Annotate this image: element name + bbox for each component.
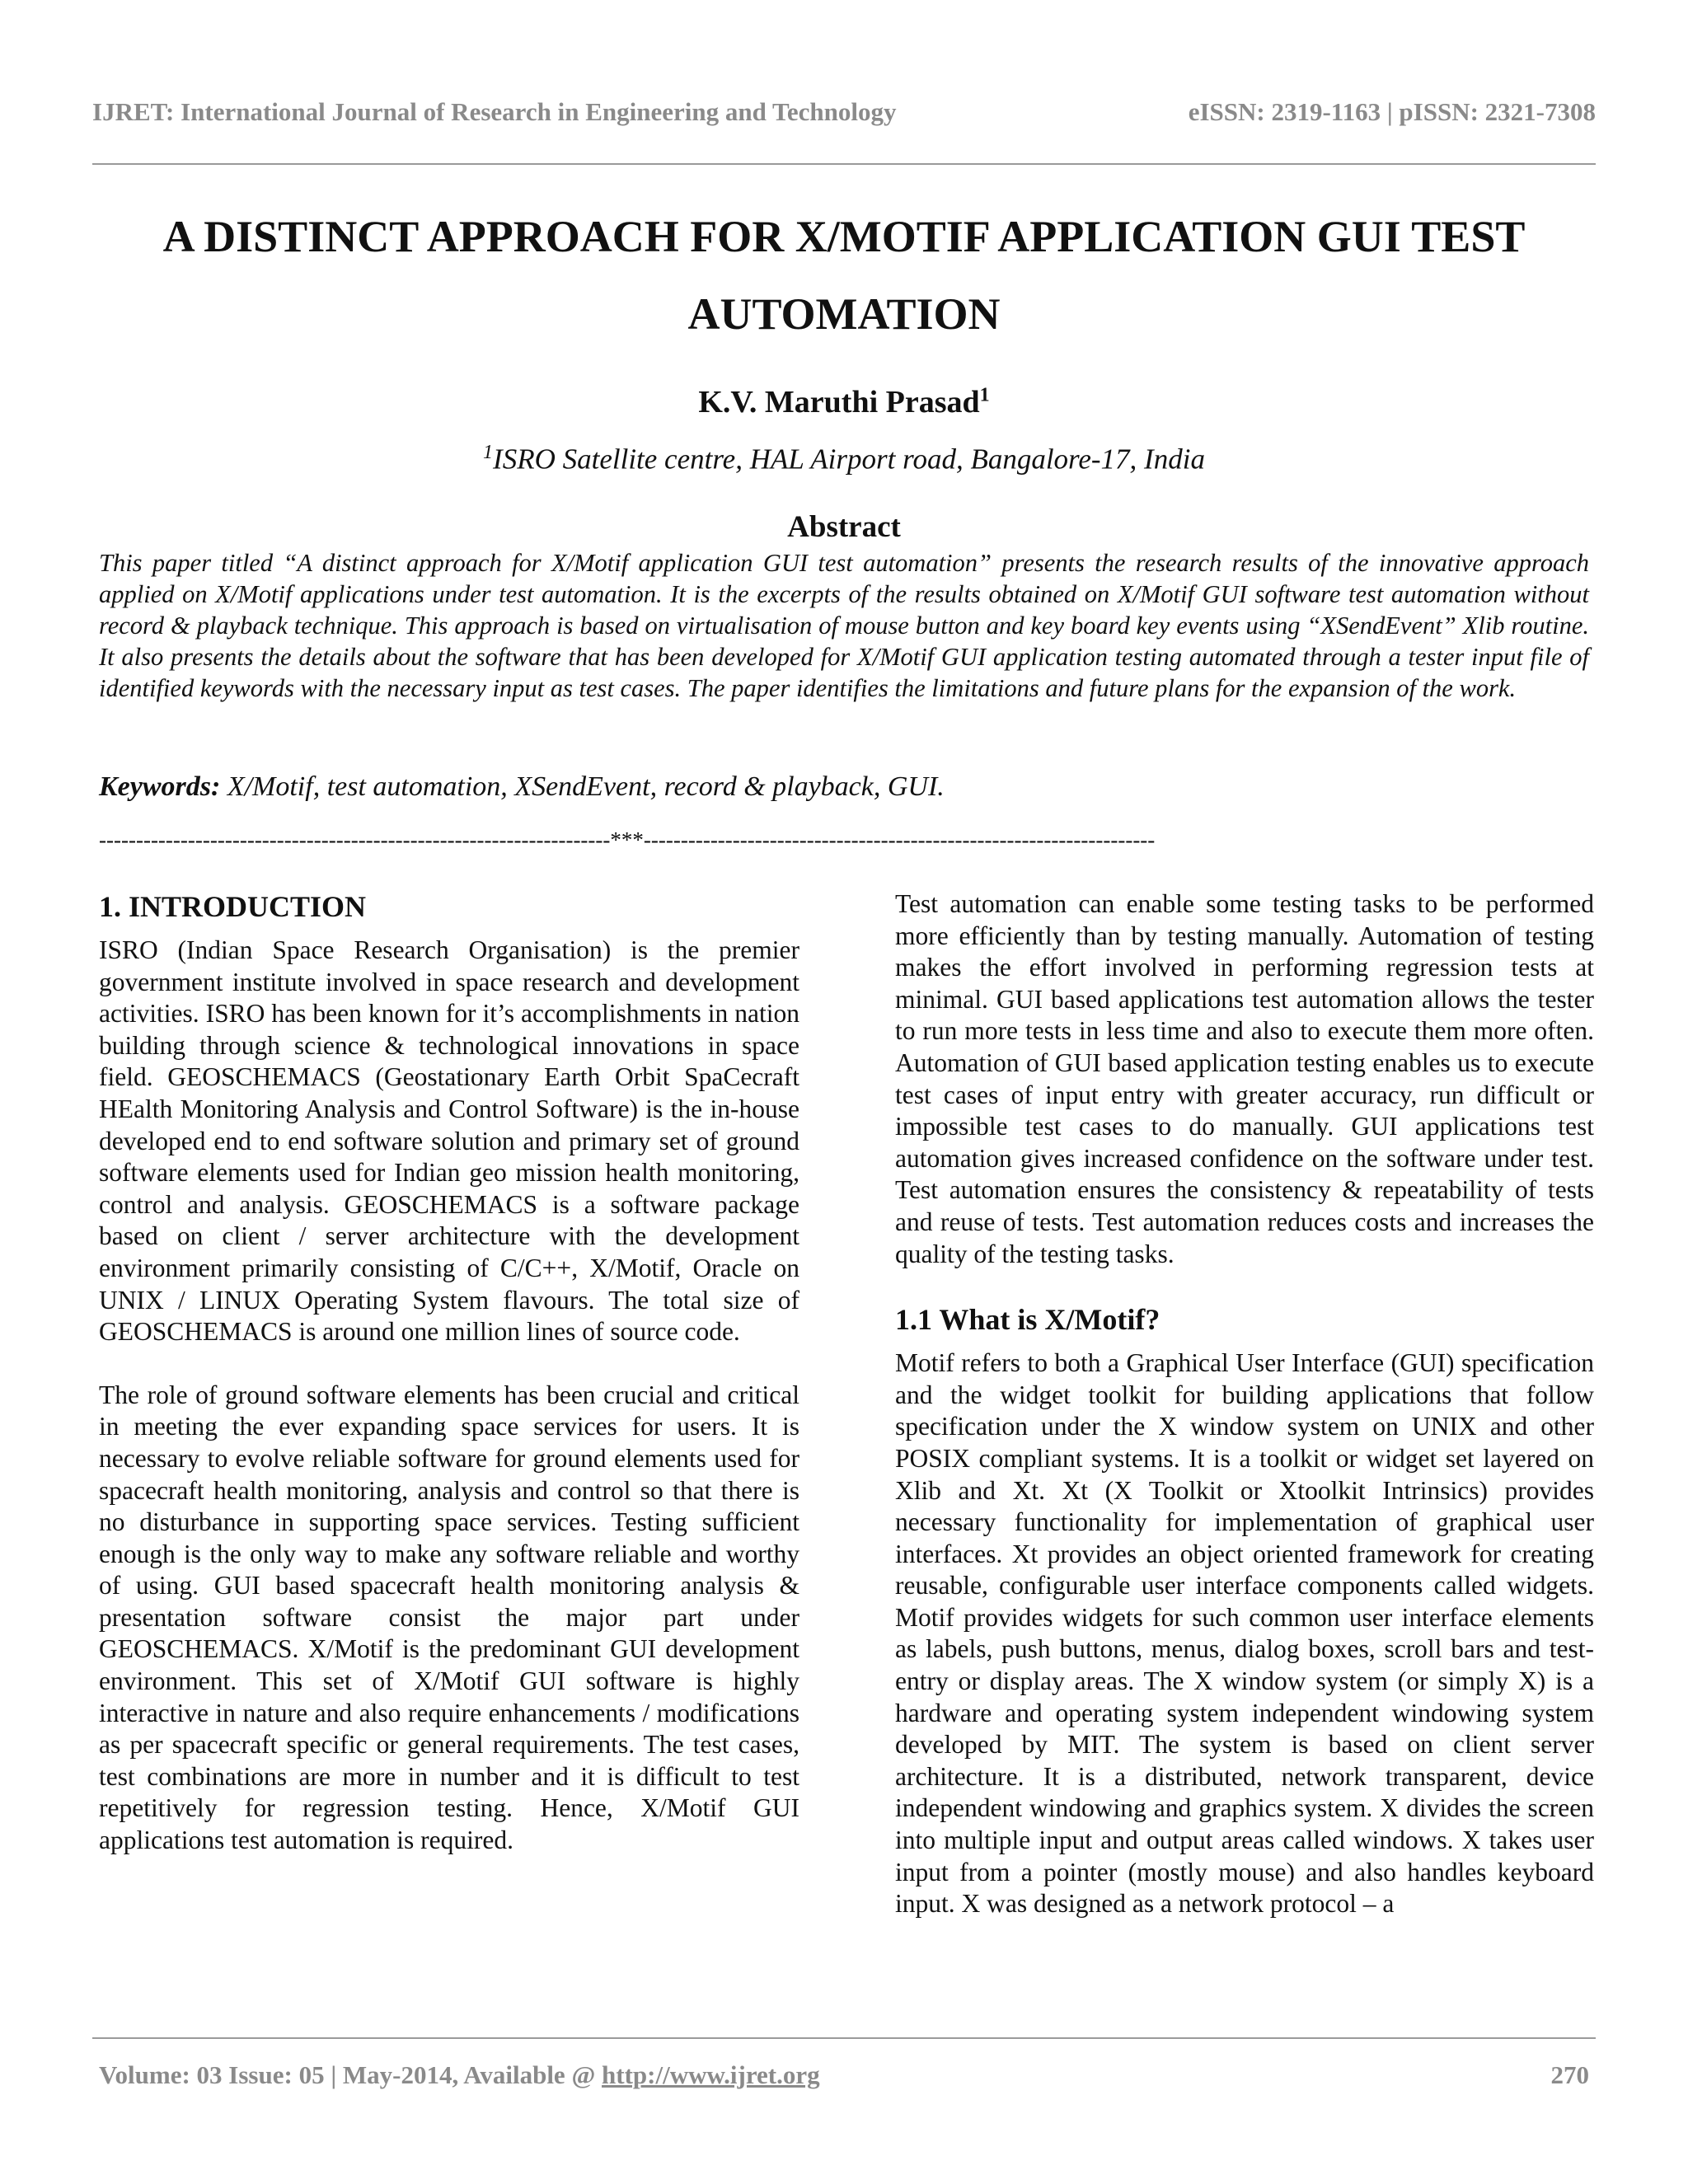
affiliation-text: ISRO Satellite centre, HAL Airport road, Bangalore-17, India [493, 443, 1205, 476]
journal-website-link[interactable]: http://www.ijret.org [602, 2060, 820, 2089]
keywords-text: X/Motif, test automation, XSendEvent, record & playback, GUI. [220, 771, 945, 802]
introduction-paragraph-1: ISRO (Indian Space Research Organisation) is the premier government institute involved in space research and development activities. ISRO has been known for it’s accomplishments in nation building through science & technological innovations in space field. GEOSCHEMACS (Geostationary Earth Orbit SpaCecraft HEalth Monitoring Analysis and Control Software) is the in-house developed end to end software solution and primary set of ground software elements used for Indian geo mission health monitoring, control and analysis. GEOSCHEMACS is a software package based on client / server architecture with the development environment primarily consisting of C/C++, X/Motif, Oracle on UNIX / LINUX Operating System flavours. The total size of GEOSCHEMACS is around one million lines of source code. [99, 935, 799, 1347]
affiliation-line [0, 442, 1688, 476]
introduction-heading: 1. INTRODUCTION [99, 890, 367, 923]
section-separator: ---------------------------------------------------------------------***--------------------------------------------------------------------- [99, 827, 1156, 852]
journal-name: IJRET: International Journal of Research in Engineering and Technology [92, 97, 897, 126]
right-column [895, 888, 1594, 1920]
keywords-line [99, 771, 1589, 803]
paper-title: A DISTINCT APPROACH FOR X/MOTIF APPLICATION GUI TEST AUTOMATION [162, 212, 1526, 339]
introduction-paragraph-2: The role of ground software elements has been crucial and critical in meeting the ever expanding space services for users. It is necessary to evolve reliable software for ground elements used for spacecraft health monitoring, analysis and control so that there is no disturbance in supporting space services. Testing sufficient enough is the only way to make any software reliable and worthy of using. GUI based spacecraft health monitoring analysis & presentation software consist the major part under GEOSCHEMACS. X/Motif is the predominant GUI development environment. This set of X/Motif GUI software is highly interactive in nature and also require enhancements / modifications as per spacecraft specific or general requirements. The test cases, test combinations are more in number and it is difficult to test repetitively for regression testing. Hence, X/Motif GUI applications test automation is required. [99, 1380, 799, 1855]
abstract-heading: Abstract [787, 510, 901, 544]
affiliation-superscript: 1 [483, 442, 494, 463]
page-number: 270 [1550, 2060, 1589, 2089]
author-line [0, 384, 1688, 420]
header-divider [92, 163, 1596, 165]
author-name: K.V. Maruthi Prasad [698, 385, 980, 419]
test-automation-paragraph: Test automation can enable some testing tasks to be performed more efficiently than by testing manually. Automation of testing makes the effort involved in performing regression tests at minimal. GUI based applications test automation allows the tester to run more tests in less time and also to execute them more often. Automation of GUI based application testing enables us to execute test cases of input entry with greater accuracy, run difficult or impossible test cases to do manually. GUI applications test automation gives increased confidence on the software under test. Test automation ensures the consistency & repeatability of tests and reuse of tests. Test automation reduces costs and increases the quality of the testing tasks. [895, 889, 1594, 1268]
left-column [99, 888, 799, 1857]
paragraph-gap [895, 1270, 1594, 1301]
journal-issn: eISSN: 2319-1163 | pISSN: 2321-7308 [1188, 97, 1596, 126]
what-is-motif-paragraph: Motif refers to both a Graphical User Interface (GUI) specification and the widget toolkit for building applications that follow specification under the X window system on UNIX and other POSIX compliant systems. It is a toolkit or widget set layered on Xlib and Xt. Xt (X Toolkit or Xtoolkit Intrinsics) provides necessary functionality for implementation of graphical user interfaces. Xt provides an object oriented framework for creating reusable, configurable user interface components called widgets. Motif provides widgets for such common user interface elements as labels, push buttons, menus, dialog boxes, scroll bars and test-entry or display areas. The X window system (or simply X) is a hardware and operating system independent windowing system developed by MIT. The system is based on client server architecture. It is a distributed, network transparent, device independent windowing and graphics system. X divides the screen into multiple input and output areas called windows. X takes user input from a pointer (mostly mouse) and also handles keyboard input. X was designed as a network protocol – a [895, 1348, 1594, 1919]
footer-volume [99, 2060, 820, 2090]
footer-divider [92, 2037, 1596, 2039]
journal-header [92, 97, 1596, 127]
what-is-motif-heading: 1.1 What is X/Motif? [895, 1303, 1160, 1337]
footer-volume-text: Volume: 03 Issue: 05 | May-2014, Available @ [99, 2060, 603, 2089]
paragraph-gap [99, 1348, 799, 1380]
keywords-label: Keywords: [99, 771, 221, 802]
author-superscript: 1 [979, 384, 990, 406]
abstract-body: This paper titled “A distinct approach for X/Motif application GUI test automation” presents the research results of the innovative approach applied on X/Motif applications under test automation. It is the excerpts of the results obtained on X/Motif GUI software test automation without record & playback technique. This approach is based on virtualisation of mouse button and key board key events using “XSendEvent” Xlib routine. It also presents the details about the software that has been developed for X/Motif GUI application testing automated through a tester input file of identified keywords with the necessary input as test cases. The paper identifies the limitations and future plans for the expansion of the work. [99, 549, 1589, 702]
